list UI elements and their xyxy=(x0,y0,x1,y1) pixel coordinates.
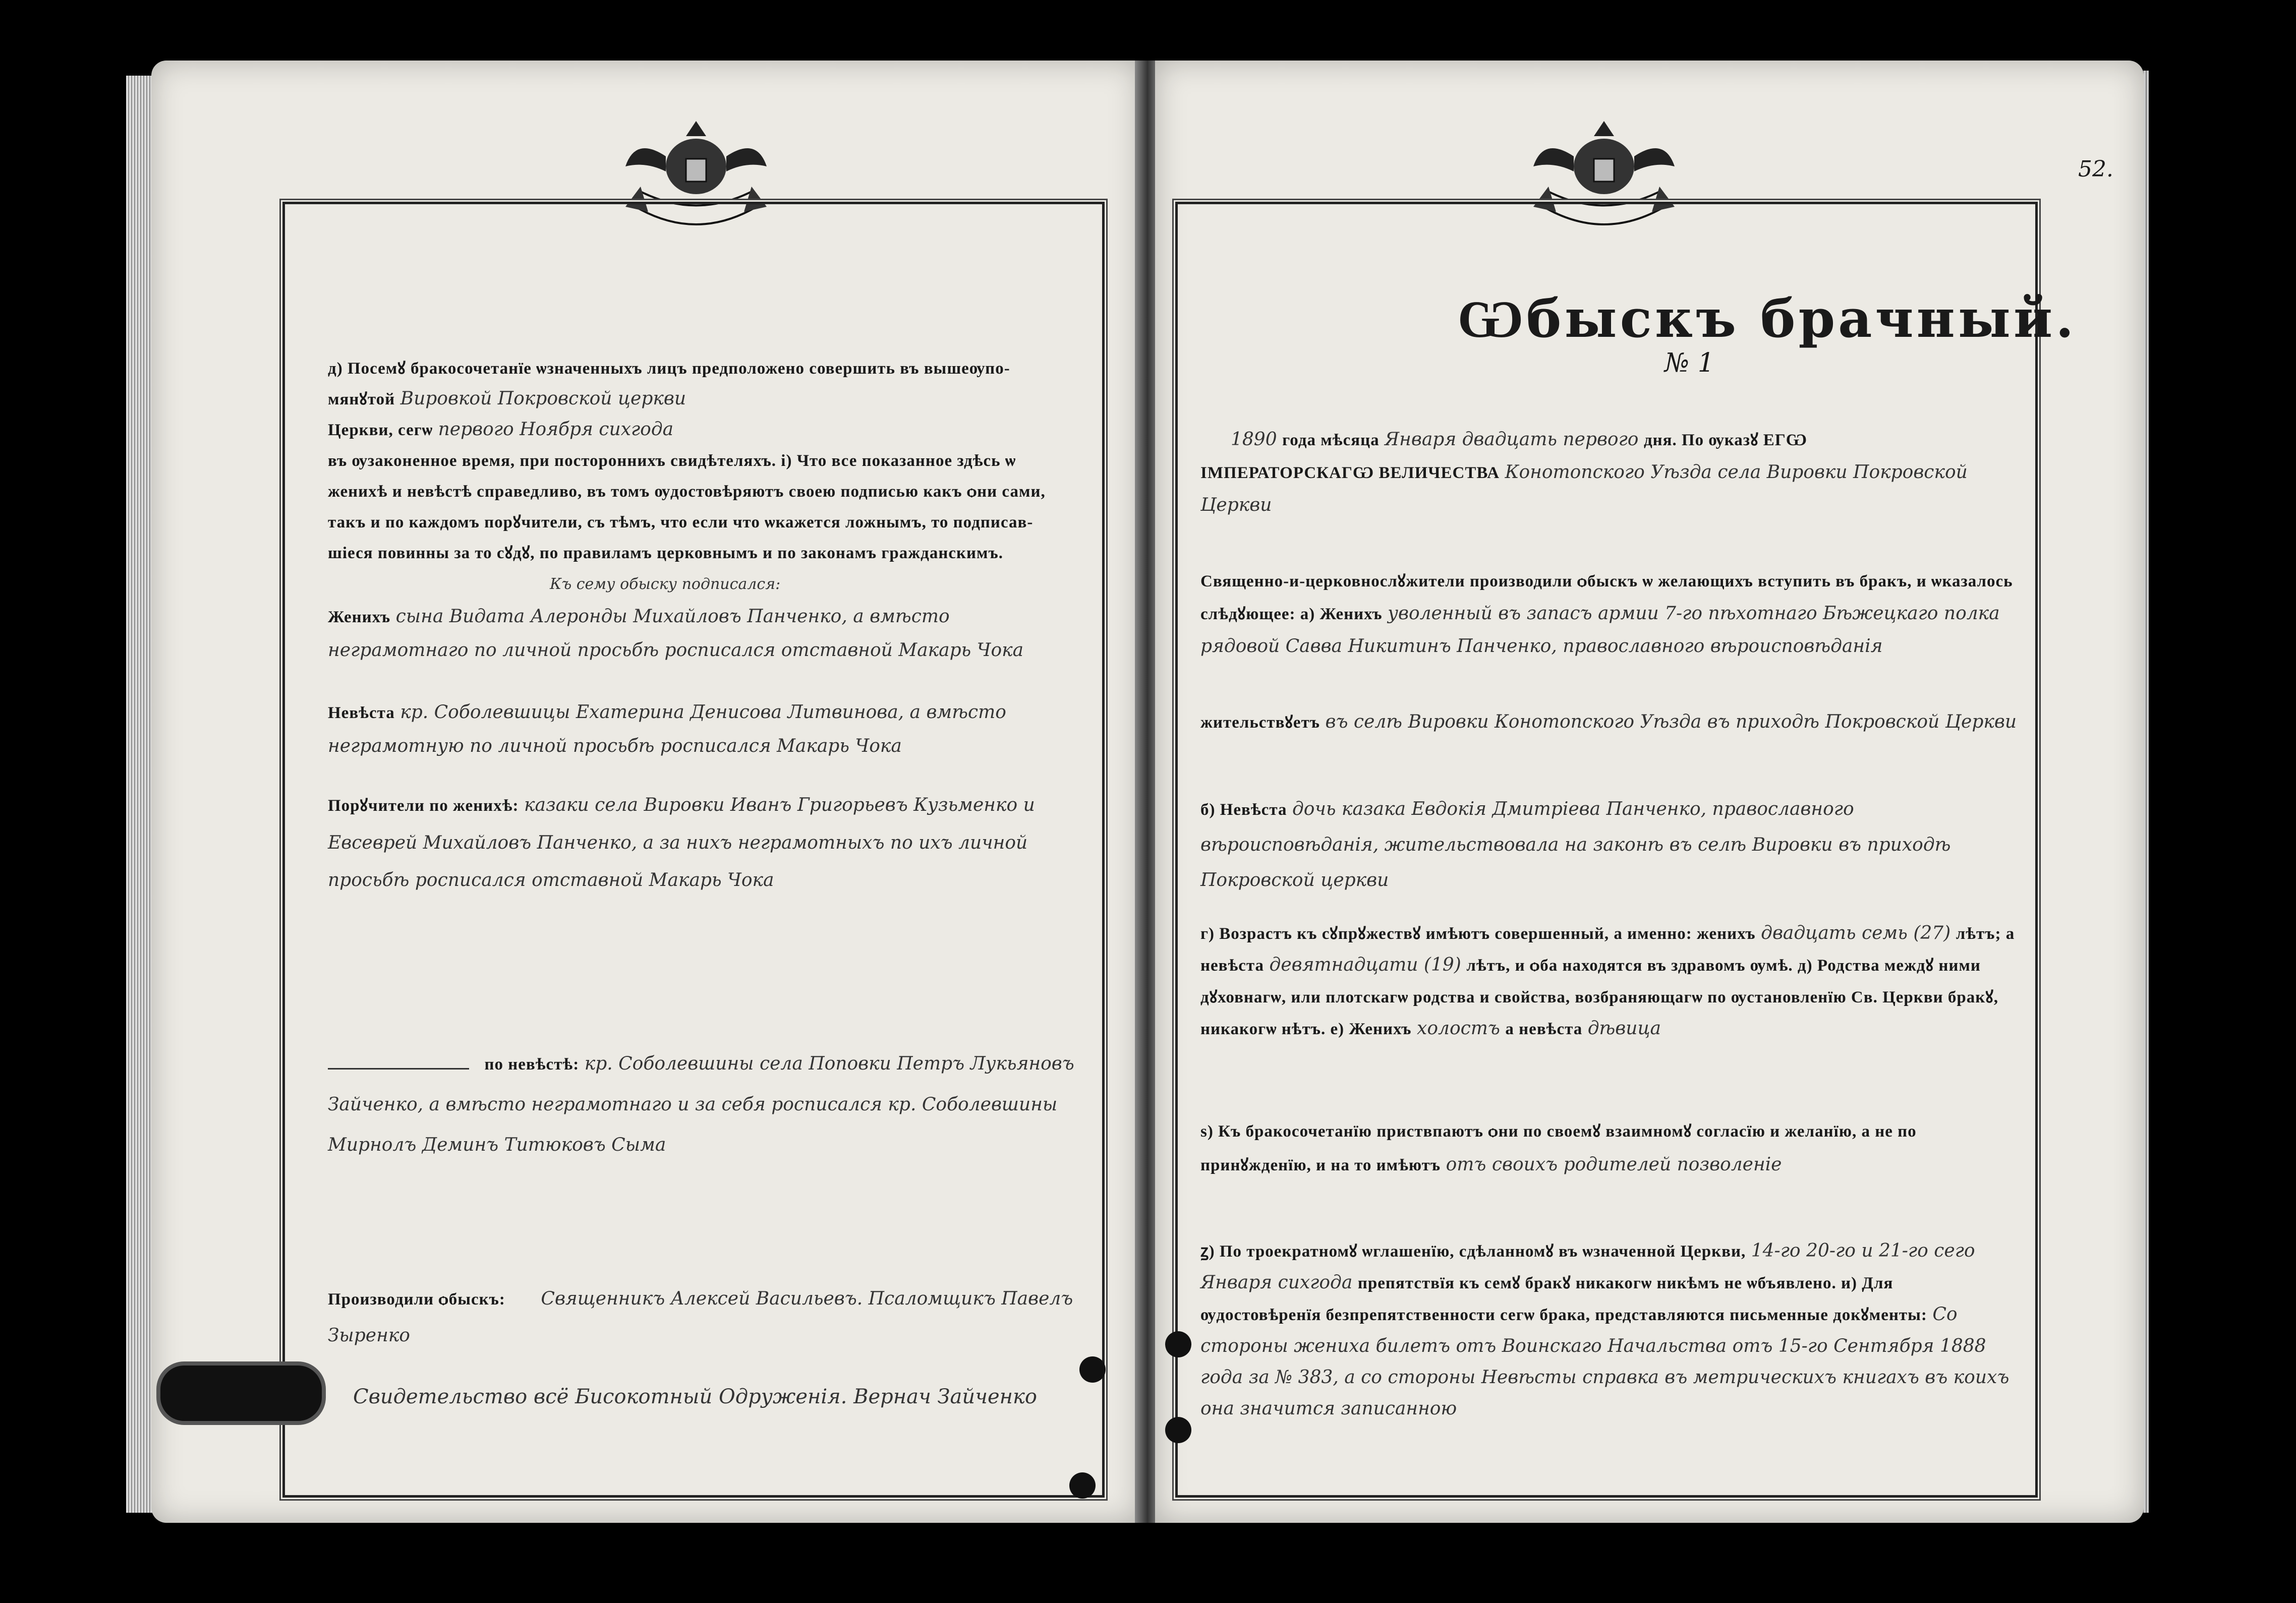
date-handwritten: Января двадцать первого xyxy=(1385,429,1639,450)
clergy-block xyxy=(1200,565,2018,663)
majesty-label: ІМПЕРАТОРСКАГѠ ВЕЛИЧЕСТВА xyxy=(1200,464,1500,482)
residence-label: жительствꙋетъ xyxy=(1200,714,1321,732)
banns-dates-handwritten: 14-го 20-го и 21-го сего Января сихгода xyxy=(1200,1240,1975,1293)
parish-handwritten: Конотопского Уѣзда села Вировки Покровской Церкви xyxy=(1200,462,1968,515)
binding-hole xyxy=(1079,1356,1106,1383)
bride-signature-handwritten: кр. Соболевшицы Ехатерина Денисова Литвинова, а вмѣсто неграмотную по личной просьбѣ росписался Макарь Чока xyxy=(328,702,1006,756)
sign-note-handwritten: Къ сему обыску подписался: xyxy=(550,575,781,593)
right-page xyxy=(1155,61,2144,1523)
groom-guarantors-block xyxy=(328,787,1084,899)
opening-block xyxy=(1200,424,2018,521)
binding-hole xyxy=(1069,1472,1096,1499)
residence-block xyxy=(1200,706,2018,739)
groom-guarantors-handwritten: казаки села Вировки Иванъ Григорьевъ Кузьменко и Евсеврей Михайловъ Панченко, а за нихъ неграмотныхъ по ихъ личной просьбѣ росписался отставной Макарь Чока xyxy=(328,795,1035,890)
section-d-label-c: Церкви, сегѡ xyxy=(328,421,433,439)
bride-label: Невѣста xyxy=(328,704,395,722)
section-d-line-7: шіеся повинны за то сꙋдꙋ, по правиламъ церковнымъ и по законамъ гражданскимъ. xyxy=(328,544,1003,562)
bottom-signature-handwritten: Свидетельство всё Бисокотный Одруженія. Вернач Зайченко xyxy=(353,1385,1037,1408)
bride-age-handwritten: девятнадцати (19) xyxy=(1269,955,1461,975)
age-label-a: г) Возрастъ къ сꙋпрꙋжествꙋ имѣютъ совершенный, а именно: женихъ xyxy=(1200,925,1756,943)
decree-label: дня. По ѹказꙋ ЕГѠ xyxy=(1643,431,1808,449)
section-d-label-b: мянꙋтой xyxy=(328,390,395,408)
binder-clip xyxy=(156,1361,326,1425)
record-number: № 1 xyxy=(1664,348,1714,378)
consent-label: ѕ) Къ бракосочетанїю приствпаютъ ѻни по своемꙋ взаимномꙋ согласїю и желанїю, а не по принꙋжденїю, и на то имѣютъ xyxy=(1200,1122,1917,1174)
clergy-label: Священно-и-церковнослꙋжители производили ѻбыскъ ѡ желающихъ вступить въ бракъ, и ѡказалось слѣдꙋющее: а) Женихъ xyxy=(1200,572,2013,623)
investigators-label: Производили ѻбыскъ: xyxy=(328,1290,505,1309)
bride-guarantors-handwritten: кр. Соболевшины села Поповки Петръ Лукьяновъ Зайченко, а вмѣсто неграмотнаго и за себя росписался кр. Соболевшины Мирнолъ Деминъ Титюковъ Сыма xyxy=(328,1053,1074,1155)
bride-status-handwritten: дѣвица xyxy=(1587,1018,1661,1039)
bride-block xyxy=(328,696,1084,763)
binding-hole xyxy=(1165,1417,1191,1443)
bride-info-label: б) Невѣста xyxy=(1200,801,1287,819)
open-register-book xyxy=(151,61,2144,1523)
residence-handwritten: въ селѣ Вировки Конотопского Уѣзда въ приходѣ Покровской Церкви xyxy=(1325,711,2017,732)
status-label: а невѣста xyxy=(1505,1020,1583,1038)
groom-guarantors-label: Порꙋчители по женихѣ: xyxy=(328,797,519,815)
dash-rule xyxy=(328,1068,469,1070)
groom-status-handwritten: холостъ xyxy=(1417,1018,1500,1039)
consent-handwritten: отъ своихъ родителей позволеніе xyxy=(1446,1154,1782,1175)
consent-block xyxy=(1200,1114,2018,1182)
section-d-date-handwritten: первого Ноября сихгода xyxy=(438,419,674,440)
age-label-b: лѣтъ; а невѣста xyxy=(1200,925,2015,975)
age-block xyxy=(1200,918,2018,1045)
impediment-label: препятствїя къ семꙋ бракꙋ никакогѡ никѣмъ не ѡбъявлено. и) Для ѹдостовѣренїя безпрепятственности сегѡ брака, представляются письменные докꙋменты: xyxy=(1200,1274,1927,1324)
section-d-line-1: д) Посемꙋ бракосочетанїе ѡзначенныхъ лицъ предположено совершить въ вышеѹпо- xyxy=(328,360,1010,378)
section-d-church-handwritten: Вировкой Покровской церкви xyxy=(400,388,686,409)
groom-block xyxy=(328,600,1084,667)
section-d-line-6: такъ и по каждомъ порꙋчители, съ тѣмъ, что если что ѡкажется ложнымъ, то подписав- xyxy=(328,513,1034,531)
page-number: 52. xyxy=(2078,156,2113,182)
year-label: года мѣсяца xyxy=(1282,431,1380,449)
document-title: Ѡбыскъ брачный. xyxy=(1458,287,2077,349)
groom-label: Женихъ xyxy=(328,608,391,626)
bride-info-block xyxy=(1200,792,2018,898)
binding-hole xyxy=(1165,1331,1191,1357)
investigators-handwritten: Священникъ Алексей Васильевъ. Псаломщикъ Павелъ Зыренко xyxy=(328,1288,1073,1346)
section-d-line-4: въ ѹзаконенное время, при постороннихъ свидѣтеляхъ. і) Что все показанное здѣсь ѡ xyxy=(328,452,1016,470)
groom-signature-handwritten: сына Видата Алеронды Михайловъ Панченко, а вмѣсто неграмотнаго по личной просьбѣ росписался отставной Макарь Чока xyxy=(328,606,1024,661)
groom-description-handwritten: уволенный въ запасъ армии 7-го пѣхотнаго Бѣжецкаго полка рядовой Савва Никитинъ Панченко, православного вѣроисповѣданія xyxy=(1200,603,2000,657)
section-d-line-5: женихѣ и невѣстѣ справедливо, въ томъ ѹдостовѣряютъ своею подписью какъ ѻни сами, xyxy=(328,483,1046,501)
age-label-c: лѣтъ, и ѻба находятся въ здравомъ ѹмѣ. д) Родства междꙋ ними дꙋховнагѡ, или плотскагѡ родства и свойства, возбраняющагѡ по ѹстановленїю Св. Церкви бракꙋ, никакогѡ нѣтъ. е) Женихъ xyxy=(1200,957,1998,1038)
bride-guarantors-label: по невѣстѣ: xyxy=(484,1055,580,1074)
investigators-block xyxy=(328,1281,1084,1354)
left-page xyxy=(151,61,1140,1523)
year-handwritten: 1890 xyxy=(1231,429,1277,450)
bride-description-handwritten: дочь казака Евдокія Дмитріева Панченко, православного вѣроисповѣданія, жительствовала на законѣ въ селѣ Вировки въ приходѣ Покровской церкви xyxy=(1200,799,1951,890)
banns-label: ꙁ) По троекратномꙋ ѡглашенїю, сдѣланномꙋ въ ѡзначенной Церкви, xyxy=(1200,1242,1746,1261)
bride-guarantors-block xyxy=(328,1044,1084,1165)
groom-age-handwritten: двадцать семь (27) xyxy=(1761,923,1951,943)
left-text-block xyxy=(328,353,1084,600)
documents-handwritten: Со стороны жениха билетъ отъ Воинскаго Начальства отъ 15-го Сентября 1888 года за № 383, а со стороны Невѣсты справка въ метрическихъ книгахъ въ коихъ она значится записанною xyxy=(1200,1304,2010,1419)
banns-block xyxy=(1200,1235,2018,1424)
